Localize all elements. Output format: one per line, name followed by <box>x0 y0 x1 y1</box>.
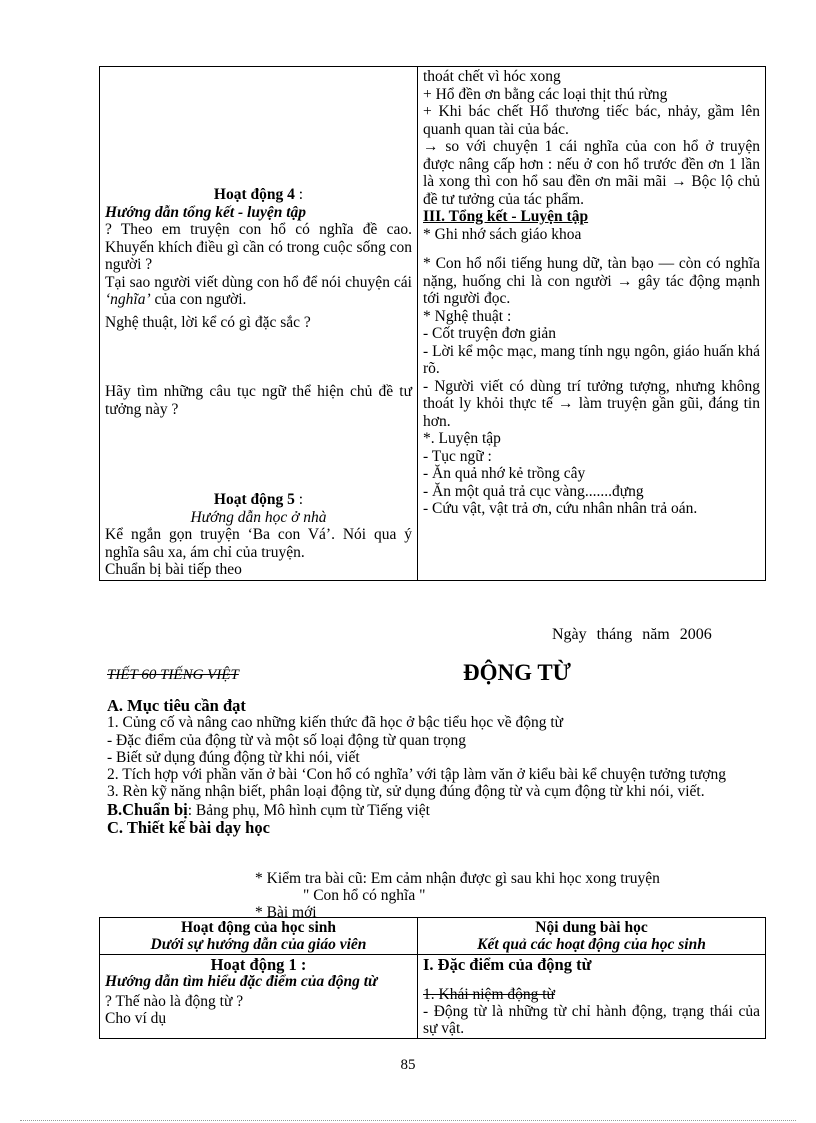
homework-2: Chuẩn bị bài tiếp theo <box>105 561 242 578</box>
activity-5-subtitle: Hướng dẫn học ở nhà <box>190 508 327 526</box>
arrow-icon: → <box>558 395 574 412</box>
section-b: B.Chuẩn bị: Bảng phụ, Mô hình cụm từ Tiếng việt <box>107 799 430 819</box>
section-c-heading: C. Thiết kế bài dạy học <box>107 818 270 838</box>
question-3: Nghệ thuật, lời kể có gì đặc sắc ? <box>105 313 311 331</box>
activity-4-heading: Hoạt động 4 : <box>213 186 304 203</box>
section-3-heading: III. Tổng kết - Luyện tập <box>423 208 589 225</box>
activity-5-heading: Hoạt động 5 : <box>213 491 304 508</box>
objective-5: 3. Rèn kỹ năng nhận biết, phân loại động từ, sử dụng đúng động từ và cụm động từ khi nói, viết. <box>107 783 705 801</box>
art-heading: * Nghệ thuật : <box>423 307 512 325</box>
proverb-2: - Ăn một quả trả cục vàng.......đựng <box>423 482 644 500</box>
table2-right-cell <box>418 955 766 1039</box>
question-1: ? Theo em truyện con hổ có nghĩa đề cao. Khuyến khích điều gì cần có trong cuộc sống con người ? <box>105 221 412 273</box>
review-question: * Kiểm tra bài cũ: Em cảm nhận được gì sau khi học xong truyện <box>255 870 660 887</box>
meaning-note: * Con hổ nổi tiếng hung dữ, tàn bạo — còn có nghĩa nặng, huống chi là con người → gây tác động mạnh tới người đọc. <box>423 255 760 307</box>
date-line: Ngày tháng năm 2006 <box>552 626 712 643</box>
review-story: " Con hổ có nghĩa " <box>303 887 426 904</box>
page-number: 85 <box>400 1057 416 1073</box>
page-divider <box>20 1120 796 1121</box>
table2-left-cell <box>100 955 418 1039</box>
page-title: ĐỘNG TỪ <box>463 660 571 685</box>
right-line-1: thoát chết vì hóc xong <box>423 68 561 85</box>
objective-2: - Đặc điểm của động từ và một số loại động từ quan trọng <box>107 731 467 749</box>
art-item-2: - Lời kể mộc mạc, mang tính ngụ ngôn, giáo huấn khá rõ. <box>423 342 760 377</box>
practice-heading: *. Luyện tập <box>423 430 501 447</box>
table1-left-column <box>100 67 418 581</box>
arrow-icon: → <box>617 272 633 290</box>
lesson-table-2 <box>99 917 766 1039</box>
art-item-3: - Người viết có dùng trí tưởng tượng, nhưng không thoát ly khỏi thực tế → làm truyện gần gũi, đáng tin hơn. <box>423 377 760 430</box>
right-line-4: → so với chuyện 1 cái nghĩa của con hổ ở truyện được nâng cấp hơn : nếu ở con hổ trước đền ơn 1 lần là xong thì con hổ sau đền ơn mãi mãi → Bộc lộ chủ đề tư tưởng của tác phẩm. <box>423 138 760 208</box>
objectives-section <box>107 697 759 836</box>
arrow-icon: → <box>423 138 439 155</box>
question-2: Tại sao người viết dùng con hổ để nói chuyện cái ‘nghĩa’ của con người. <box>105 273 412 308</box>
proverb-heading: - Tục ngữ : <box>423 447 492 465</box>
right-line-2: + Hổ đền ơn bằng các loại thịt thú rừng <box>423 85 668 103</box>
objective-1: 1. Củng cố và nâng cao những kiến thức đã học ở bậc tiểu học về động từ <box>107 714 564 732</box>
objective-4: 2. Tích hợp với phần văn ở bài ‘Con hổ có nghĩa’ với tập làm văn ở kiểu bài kể chuyện tưởng tượng <box>107 766 726 784</box>
proverb-3: - Cứu vật, vật trả ơn, cứu nhân nhân trả oán. <box>423 500 698 517</box>
objective-3: - Biết sử dụng đúng động từ khi nói, viết <box>107 748 360 766</box>
section-1-heading: I. Đặc điểm của động từ <box>423 955 592 974</box>
right-line-3: + Khi bác chết Hổ thương tiếc bác, nhảy, gầm lên quanh quan tài của bác. <box>423 103 760 138</box>
table1-right-column <box>418 67 766 581</box>
new-lesson: * Bài mới <box>255 904 317 921</box>
question-4: Hãy tìm những câu tục ngữ thể hiện chủ đề tư tưởng này ? <box>105 383 412 418</box>
activity-1-heading: Hoạt động 1 : <box>210 955 307 974</box>
table2-header-right: Nội dung bài học Kết quả các hoạt động của học sinh <box>418 918 766 955</box>
table2-header-left: Hoạt động của học sinh Dưới sự hướng dẫn của giáo viên <box>100 918 418 955</box>
review-block <box>255 870 760 921</box>
activity-1-subtitle: Hướng dẫn tìm hiểu đặc điểm của động từ <box>105 973 378 990</box>
proverb-1: - Ăn quả nhớ kẻ trồng cây <box>423 465 586 482</box>
definition-heading: 1. Khái niệm động từ <box>423 986 555 1003</box>
remember-note: * Ghi nhớ sách giáo khoa <box>423 225 582 243</box>
section-a-heading: A. Mục tiêu cần đạt <box>107 696 246 715</box>
definition-text: - Động từ là những từ chỉ hành động, trạng thái của sự vật. <box>423 1003 760 1037</box>
lesson-label: TIẾT 60 TIẾNG VIỆT <box>107 667 239 683</box>
lesson-table-1 <box>99 66 766 581</box>
question-example: Cho ví dụ <box>105 1010 167 1027</box>
homework-1: Kể ngắn gọn truyện ‘Ba con Vá’. Nói qua ý nghĩa sâu xa, ám chỉ của truyện. <box>105 526 412 561</box>
arrow-icon: → <box>671 173 687 190</box>
art-item-1: - Cốt truyện đơn giản <box>423 325 557 342</box>
question-verb: ? Thế nào là động từ ? <box>105 993 244 1010</box>
activity-4-subtitle: Hướng dẫn tổng kết - luyện tập <box>105 203 307 221</box>
